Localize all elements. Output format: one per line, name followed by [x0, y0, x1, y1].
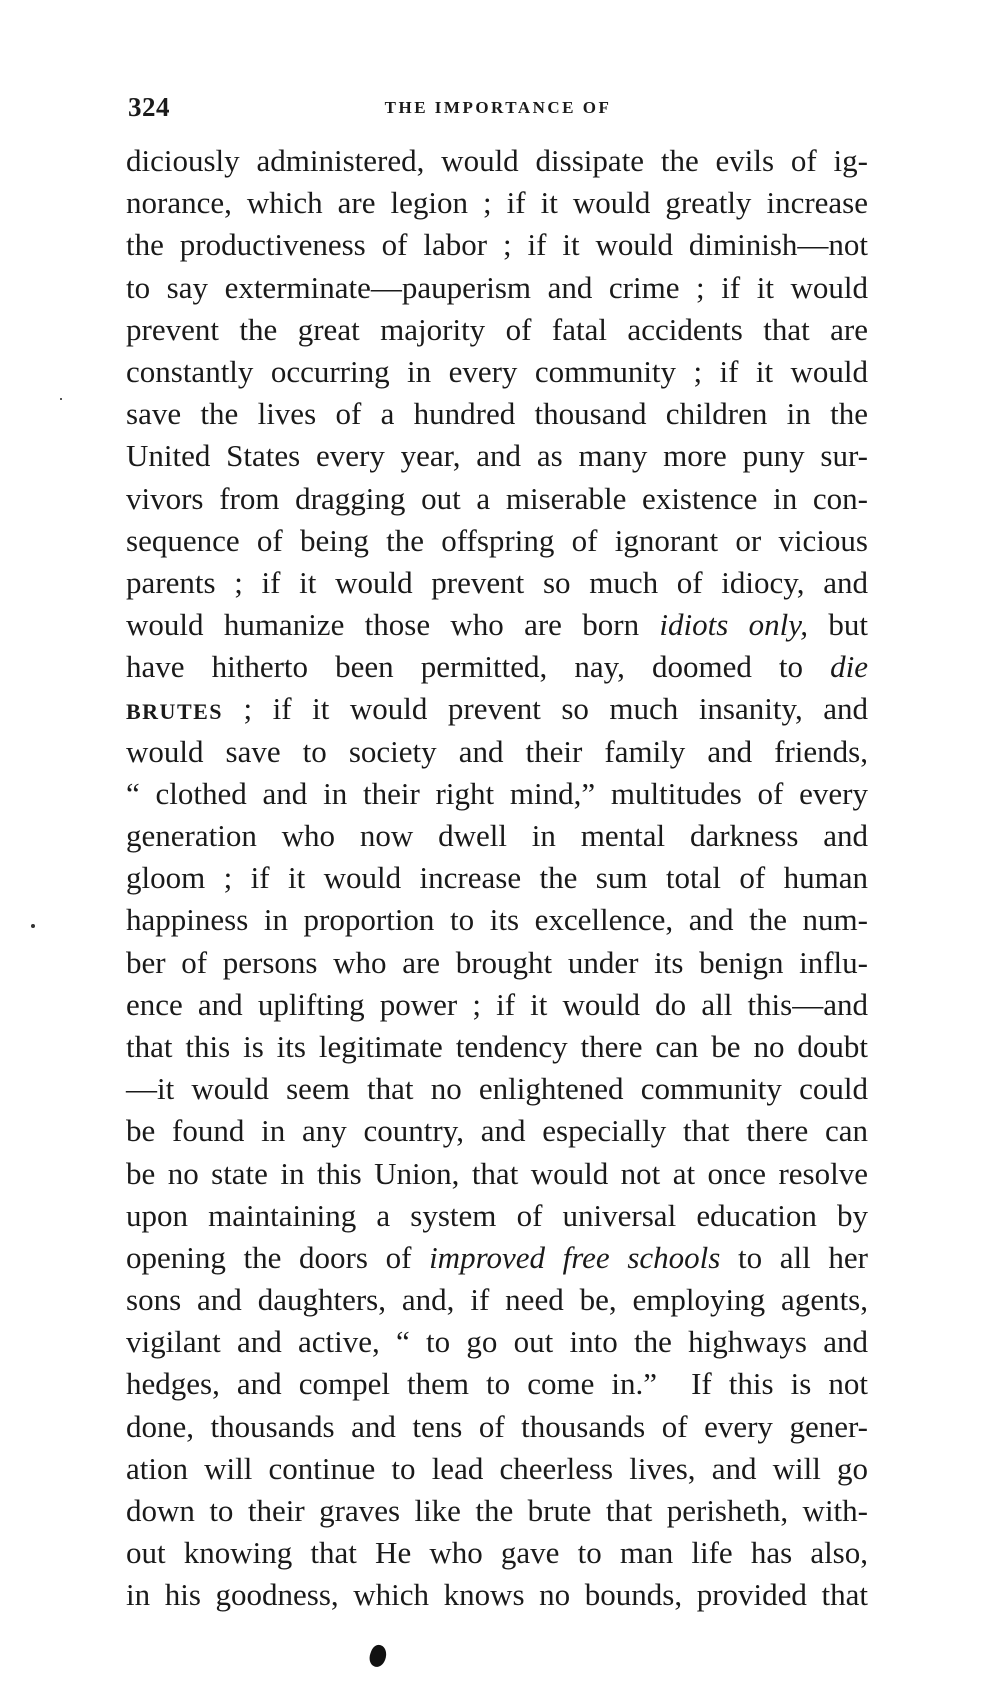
- small-caps-text: BRUTES: [126, 699, 224, 725]
- text-segment: opening the doors of: [126, 1239, 430, 1275]
- margin-speck: [60, 398, 62, 400]
- body-text: [126, 140, 868, 1617]
- text-line: [126, 1153, 868, 1195]
- text-segment: vigilant and active, “ to go out into the highways and: [126, 1324, 868, 1360]
- text-line: [126, 857, 868, 899]
- text-line: [126, 773, 868, 815]
- italic-text: improved free schools: [429, 1239, 721, 1275]
- text-line: [126, 646, 868, 688]
- text-segment: the productiveness of labor ; if it would diminish—not: [126, 227, 868, 263]
- text-line: [126, 1574, 868, 1616]
- text-line: [126, 1363, 868, 1405]
- text-segment: to say exterminate—pauperism and crime ; if it would: [126, 269, 868, 305]
- text-line: [126, 1532, 868, 1574]
- page-header: [128, 92, 868, 132]
- text-line: [126, 1195, 868, 1237]
- text-segment: diciously administered, would dissipate the evils of ig-: [126, 143, 868, 178]
- text-line: [126, 393, 868, 435]
- text-segment: prevent the great majority of fatal accidents that are: [126, 311, 868, 347]
- text-line: [126, 309, 868, 351]
- text-segment: parents ; if it would prevent so much of idiocy, and: [126, 564, 868, 600]
- text-segment: in his goodness, which knows no bounds, provided that: [126, 1577, 868, 1613]
- text-line: [126, 351, 868, 393]
- text-segment: that this is its legitimate tendency there can be no doubt: [126, 1028, 868, 1064]
- text-line: [126, 1448, 868, 1490]
- text-line: [126, 899, 868, 941]
- text-line: [126, 604, 868, 646]
- text-segment: norance, which are legion ; if it would greatly increase: [126, 185, 868, 221]
- text-line: [126, 140, 868, 182]
- text-line: [126, 731, 868, 773]
- text-line: [126, 1068, 868, 1110]
- text-segment: sons and daughters, and, if need be, employing agents,: [126, 1282, 868, 1318]
- text-segment: hedges, and compel them to come in.” If this is not: [126, 1366, 868, 1402]
- page-number: 324: [128, 92, 170, 122]
- text-segment: ber of persons who are brought under its benign influ-: [126, 944, 868, 980]
- text-segment: down to their graves like the brute that perisheth, with-: [126, 1493, 868, 1528]
- text-segment: have hitherto been permitted, nay, doomed to: [126, 649, 831, 685]
- text-line: [126, 520, 868, 562]
- text-segment: ence and uplifting power ; if it would do all this—and: [126, 986, 868, 1022]
- text-segment: save the lives of a hundred thousand children in the: [126, 396, 868, 432]
- text-segment: gloom ; if it would increase the sum total of human: [126, 860, 868, 896]
- text-line: [126, 224, 868, 266]
- text-line: [126, 815, 868, 857]
- margin-speck: [31, 924, 35, 928]
- text-segment: United States every year, and as many more puny sur-: [126, 438, 868, 474]
- text-segment: out knowing that He who gave to man life has also,: [126, 1535, 868, 1571]
- text-line: [126, 1279, 868, 1321]
- text-line: [126, 1406, 868, 1448]
- text-segment: vivors from dragging out a miserable existence in con-: [126, 480, 868, 516]
- text-line: [126, 267, 868, 309]
- text-segment: would save to society and their family and friends,: [126, 733, 868, 769]
- text-segment: to all her: [720, 1239, 868, 1275]
- text-segment: be no state in this Union, that would not at once resolve: [126, 1155, 868, 1191]
- text-segment: constantly occurring in every community ; if it would: [126, 353, 868, 389]
- text-line: [126, 688, 868, 730]
- ink-blot: [367, 1643, 390, 1669]
- text-segment: done, thousands and tens of thousands of every gener-: [126, 1408, 868, 1444]
- text-line: [126, 478, 868, 520]
- text-line: [126, 984, 868, 1026]
- text-segment: would humanize those who are born: [126, 607, 660, 643]
- text-line: [126, 1026, 868, 1068]
- text-line: [126, 182, 868, 224]
- text-line: [126, 562, 868, 604]
- text-segment: upon maintaining a system of universal education by: [126, 1197, 868, 1233]
- text-line: [126, 1237, 868, 1279]
- text-line: [126, 1321, 868, 1363]
- text-line: [126, 435, 868, 477]
- italic-text: idiots only,: [659, 607, 809, 643]
- text-line: [126, 1110, 868, 1152]
- text-segment: ; if it would prevent so much insanity, and: [223, 691, 868, 727]
- running-head: THE IMPORTANCE OF: [384, 98, 612, 117]
- text-line: [126, 942, 868, 984]
- italic-text: die: [830, 649, 868, 685]
- text-segment: be found in any country, and especially that there can: [126, 1113, 868, 1149]
- text-segment: —it would seem that no enlightened community could: [126, 1071, 868, 1107]
- text-segment: sequence of being the offspring of ignorant or vicious: [126, 522, 868, 558]
- text-line: [126, 1490, 868, 1532]
- text-segment: but: [808, 607, 868, 643]
- text-segment: happiness in proportion to its excellence, and the num-: [126, 902, 868, 938]
- text-segment: generation who now dwell in mental darkness and: [126, 818, 868, 853]
- text-segment: ation will continue to lead cheerless lives, and will go: [126, 1450, 868, 1486]
- text-segment: “ clothed and in their right mind,” multitudes of every: [126, 775, 868, 811]
